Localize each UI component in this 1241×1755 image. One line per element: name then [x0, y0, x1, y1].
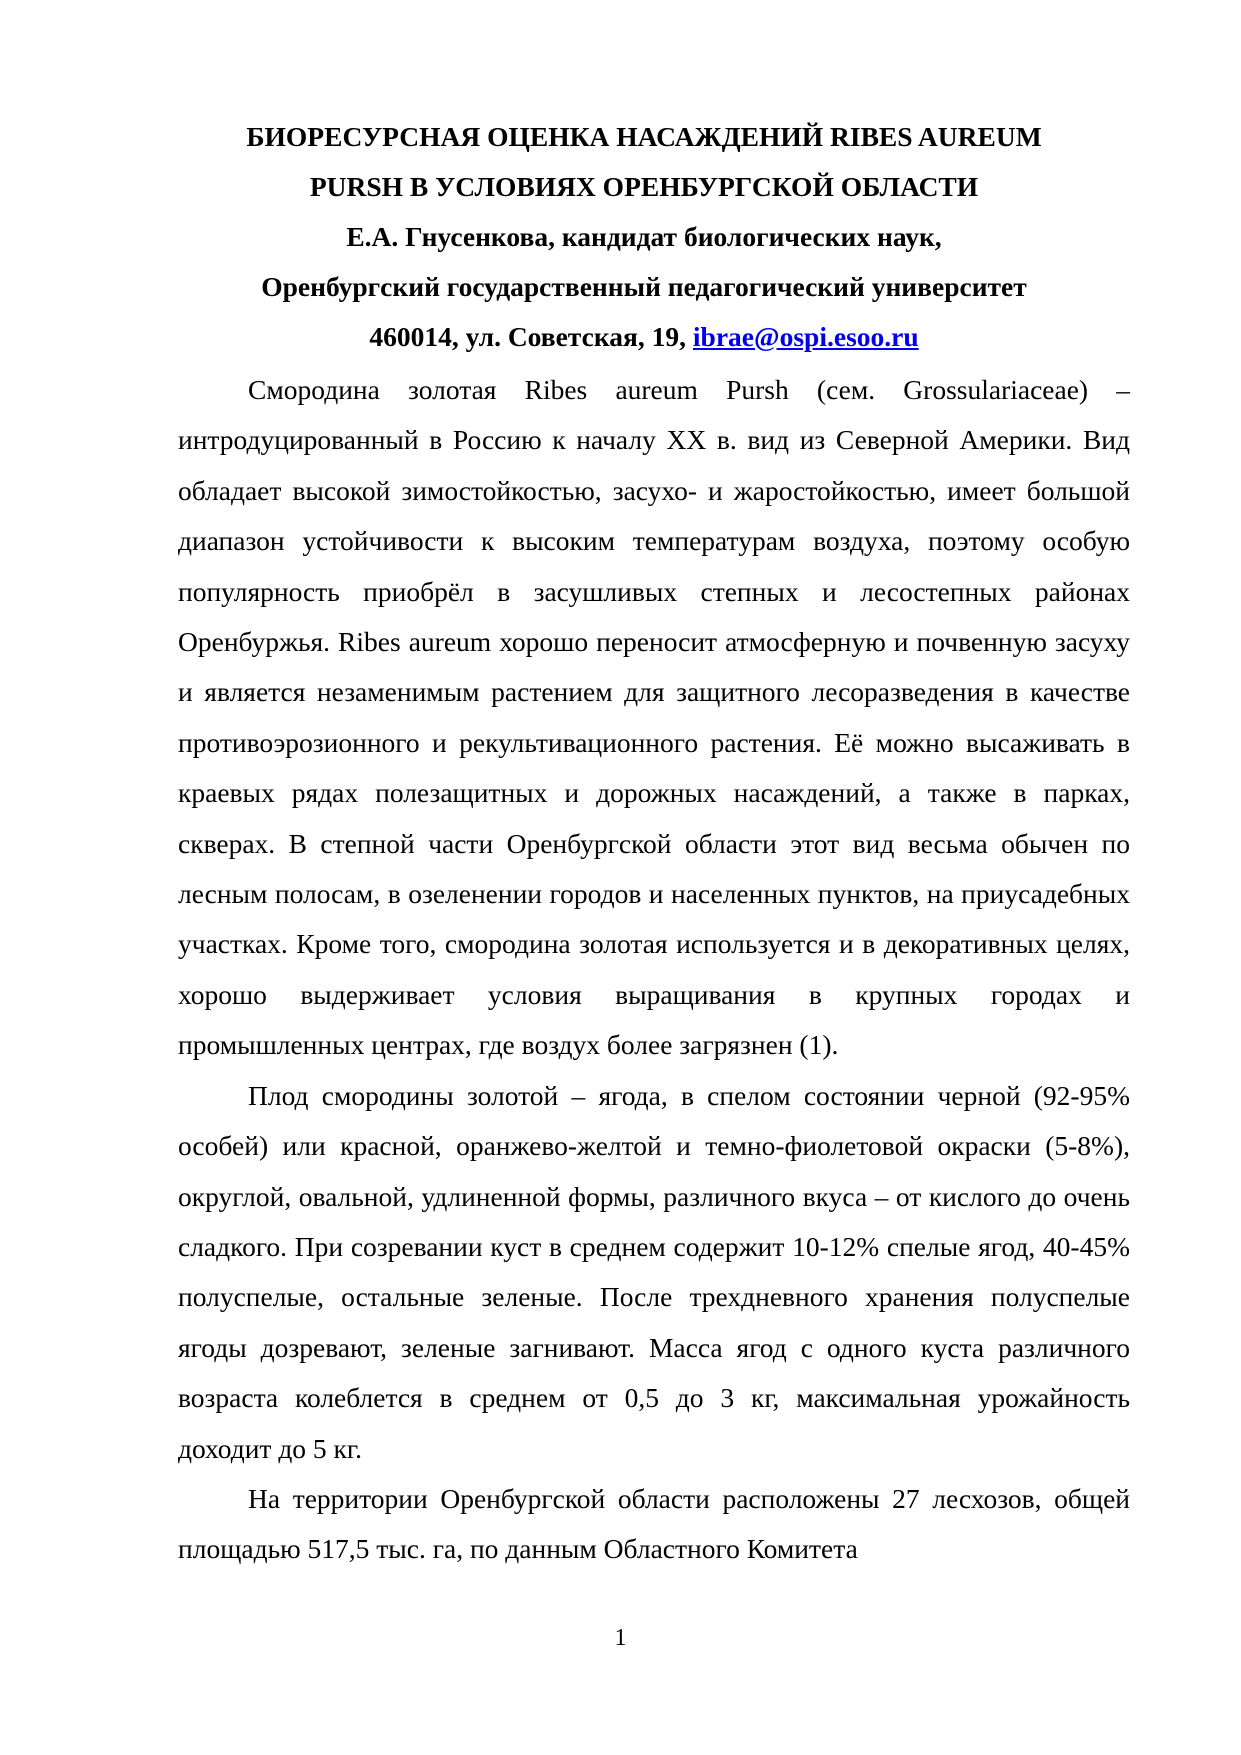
article-title-line-2: PURSH В УСЛОВИЯХ ОРЕНБУРГСКОЙ ОБЛАСТИ: [309, 171, 979, 202]
affiliation-line: Оренбургский государственный педагогический университет: [261, 271, 1027, 302]
page-number: 1: [614, 1625, 627, 1651]
author-line: Е.А. Гнусенкова, кандидат биологических наук,: [346, 221, 942, 252]
article-header: [160, 112, 1128, 362]
paragraph-3: На территории Оренбургской области расположены 27 лесхозов, общей площадью 517,5 тыс. га, по данным Областного Комитета: [178, 1482, 1130, 1565]
article-body: [178, 365, 1130, 1575]
email-link[interactable]: ibrae@ospi.esoo.ru: [692, 321, 919, 352]
paragraph-2: Плод смородины золотой – ягода, в спелом состоянии черной (92-95% особей) или красной, оранжево-желтой и темно-фиолетовой окраски (5-8%), округлой, овальной, удлиненной формы, различного вкуса – от кислого до очень сладкого. При созревании куст в среднем содержит 10-12% спелые ягод, 40-45% полуспелые, остальные зеленые. После трехдневного хранения полуспелые ягоды дозревают, зеленые загнивают. Масса ягод с одного куста различного возраста колеблется в среднем от 0,5 до 3 кг, максимальная урожайность доходит до 5 кг.: [178, 1079, 1130, 1464]
article-title-line-1: БИОРЕСУРСНАЯ ОЦЕНКА НАСАЖДЕНИЙ RIBES AUREUM: [246, 121, 1042, 152]
address-line: [160, 312, 1128, 362]
address-text: 460014, ул. Советская, 19,: [369, 321, 693, 352]
paragraph-1: Смородина золотая Ribes aureum Pursh (сем. Grossulariaceae) – интродуцированный в Россию к началу XX в. вид из Северной Америки. Вид обладает высокой зимостойкостью, засухо- и жаростойкостью, имеет большой диапазон устойчивости к высоким температурам воздуха, поэтому особую популярность приобрёл в засушливых степных и лесостепных районах Оренбуржья. Ribes aureum хорошо переносит атмосферную и почвенную засуху и является незаменимым растением для защитного лесоразведения в качестве противоэрозионного и рекультивационного растения. Её можно высаживать в краевых рядах полезащитных и дорожных насаждений, а также в парках, скверах. В степной части Оренбургской области этот вид весьма обычен по лесным полосам, в озеленении городов и населенных пунктов, на приусадебных участках. Кроме того, смородина золотая используется и в декоративных целях, хорошо выдерживает условия выращивания в крупных городах и промышленных центрах, где воздух более загрязнен (1).: [178, 374, 1130, 1061]
